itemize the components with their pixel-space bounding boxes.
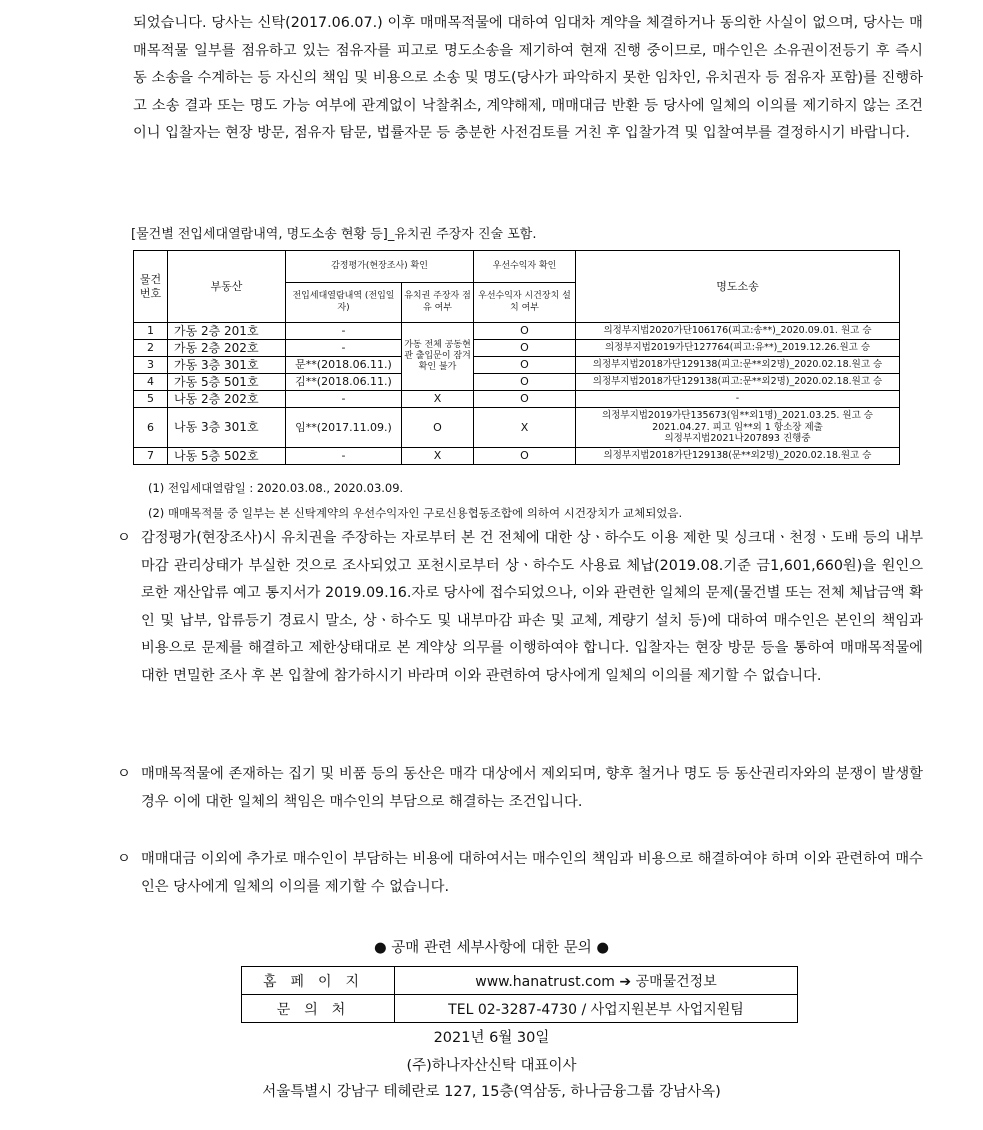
header-meter: 우선수익자 시건장치 설치 여부 xyxy=(474,283,576,323)
cell-meter: O xyxy=(474,448,576,465)
cell-meter: O xyxy=(474,323,576,340)
table-row xyxy=(134,357,900,374)
contact-table xyxy=(241,966,798,1023)
header-eviction: 명도소송 xyxy=(576,251,900,323)
table-row xyxy=(134,408,900,448)
bullet-item xyxy=(117,761,923,816)
header-no: 물건 번호 xyxy=(134,251,168,323)
cell-no: 7 xyxy=(134,448,168,465)
bullet-text: 감정평가(현장조사)시 유치권을 주장하는 자로부터 본 건 전체에 대한 상ㆍ하수도 이용 제한 및 싱크대ㆍ천정ㆍ도배 등의 내부마감 관리상태가 부실한 것으로 조사되었고 포천시로부터 상ㆍ하수도 사용료 체납(2019.08.기준 금1,601,660원)을 원인으로한 재산압류 예고 통지서가 2019.09.16.자로 당사에 접수되었으나, 이와 관련한 일체의 문제(물건별 또는 전체 체납금액 확인 및 납부, 압류등기 경료시 말소, 상ㆍ하수도 및 내부마감 파손 및 교체, 계량기 설치 등)에 대하여 매수인은 본인의 책임과 비용으로 문제를 해결하고 제한상태대로 본 계약상 의무를 이행하여야 합니다. 입찰자는 현장 방문 등을 통하여 매매목적물에 대한 면밀한 조사 후 본 입찰에 참가하시기 바라며 이와 관련하여 당사에게 일체의 이의를 제기할 수 없습니다. xyxy=(141,530,923,684)
cell-property: 가동 2층 201호 xyxy=(168,323,286,340)
intro-text: 되었습니다. 당사는 신탁(2017.06.07.) 이후 매매목적물에 대하여 임대차 계약을 체결하거나 동의한 사실이 없으며, 당사는 매매목적물 일부를 점유하고 있는 점유자를 피고로 명도소송을 제기하여 현재 진행 중이므로, 매수인은 소유권이전등기 후 즉시 동 소송을 수계하는 등 자신의 책임 및 비용으로 소송 및 명도(당사가 파악하지 못한 임차인, 유치권자 등 점유자 포함)를 진행하고 소송 결과 또는 명도 가능 여부에 관계없이 낙찰취소, 계약해제, 매매대금 반환 등 당사에 일체의 이의를 제기하지 않는 조건이니 입찰자는 현장 방문, 점유자 탐문, 법률자문 등 충분한 사전검토를 거친 후 입찰가격 및 입찰여부를 결정하시기 바랍니다. xyxy=(133,15,923,142)
bullet-mark: ㅇ xyxy=(117,851,131,867)
cell-property: 나동 2층 202호 xyxy=(168,391,286,408)
inquiry-title: ● 공매 관련 세부사항에 대한 문의 ● xyxy=(373,940,610,956)
bullet-text: 매매목적물에 존재하는 집기 및 비품 등의 동산은 매각 대상에서 제외되며, 향후 철거나 명도 등 동산권리자와의 분쟁이 발생할 경우 이에 대한 일체의 책임은 매수인의 부담으로 해결하는 조건입니다. xyxy=(141,766,923,810)
cell-move-in: - xyxy=(286,323,402,340)
cell-lien-note: 가동 전체 공동현관 출입문이 잠겨 확인 불가 xyxy=(402,323,474,391)
header-priority: 우선수익자 확인 xyxy=(474,251,576,283)
contact-label: 문의처 xyxy=(242,995,395,1023)
bullet-mark: ㅇ xyxy=(117,530,131,546)
cell-no: 1 xyxy=(134,323,168,340)
cell-meter: O xyxy=(474,340,576,357)
cell-no: 5 xyxy=(134,391,168,408)
cell-suit: 의정부지법2018가단129138(피고:문**외2명)_2020.02.18.원고 승 xyxy=(576,357,900,374)
cell-no: 2 xyxy=(134,340,168,357)
homepage-label: 홈페이지 xyxy=(242,967,395,995)
bullet-mark: ㅇ xyxy=(117,766,131,782)
cell-meter: O xyxy=(474,374,576,391)
bullet-item xyxy=(117,846,923,901)
footer-address: 서울특별시 강남구 테헤란로 127, 15층(역삼동, 하나금융그룹 강남사옥) xyxy=(262,1084,721,1100)
intro-paragraph xyxy=(133,10,923,148)
contact-value: TEL 02-3287-4730 / 사업지원본부 사업지원팀 xyxy=(395,995,798,1023)
cell-no: 3 xyxy=(134,357,168,374)
footer-date: 2021년 6월 30일 xyxy=(433,1030,550,1046)
cell-move-in: 김**(2018.06.11.) xyxy=(286,374,402,391)
homepage-value[interactable]: www.hanatrust.com ➔ 공매물건정보 xyxy=(395,967,798,995)
cell-no: 6 xyxy=(134,408,168,448)
header-property: 부동산 xyxy=(168,251,286,323)
table-caption: [물건별 전입세대열람내역, 명도소송 현황 등]_유치권 주장자 진술 포함. xyxy=(131,227,537,242)
cell-suit: - xyxy=(576,391,900,408)
contact-row xyxy=(242,995,798,1023)
cell-suit-multiline xyxy=(576,408,900,448)
cell-property: 가동 3층 301호 xyxy=(168,357,286,374)
bullet-item xyxy=(117,525,923,691)
cell-move-in: 임**(2017.11.09.) xyxy=(286,408,402,448)
table-row xyxy=(134,448,900,465)
suit-line: 2021.04.27. 피고 임**외 1 항소장 제출 xyxy=(652,421,823,433)
contact-row xyxy=(242,967,798,995)
cell-move-in: - xyxy=(286,340,402,357)
cell-property: 가동 5층 501호 xyxy=(168,374,286,391)
table-row xyxy=(134,323,900,340)
cell-move-in: 문**(2018.06.11.) xyxy=(286,357,402,374)
suit-line: 의정부지법2019가단135673(임**외1명)_2021.03.25. 원고 승 xyxy=(602,409,873,421)
table-note: (2) 매매목적물 중 일부는 본 신탁계약의 우선수익자인 구로신용협동조합에 의하여 시건장치가 교체되었음. xyxy=(148,506,683,520)
cell-suit: 의정부지법2020가단106176(피고:송**)_2020.09.01. 원고 승 xyxy=(576,323,900,340)
cell-property: 나동 5층 502호 xyxy=(168,448,286,465)
cell-property: 가동 2층 202호 xyxy=(168,340,286,357)
cell-lien: X xyxy=(402,448,474,465)
cell-move-in: - xyxy=(286,448,402,465)
cell-meter: O xyxy=(474,391,576,408)
bullet-text: 매매대금 이외에 추가로 매수인이 부담하는 비용에 대하여서는 매수인의 책임과 비용으로 해결하여야 하며 이와 관련하여 매수인은 당사에게 일체의 이의를 제기할 수 없습니다. xyxy=(141,851,923,895)
footer-company: (주)하나자산신탁 대표이사 xyxy=(406,1058,577,1074)
table-row xyxy=(134,374,900,391)
property-status-table xyxy=(133,250,900,465)
suit-line: 의정부지법2021나207893 진행중 xyxy=(664,433,811,445)
cell-property: 나동 3층 301호 xyxy=(168,408,286,448)
cell-meter: O xyxy=(474,357,576,374)
table-note: (1) 전입세대열람일 : 2020.03.08., 2020.03.09. xyxy=(148,481,404,495)
header-lien: 유치권 주장자 점유 여부 xyxy=(402,283,474,323)
table-row xyxy=(134,340,900,357)
header-move-in: 전입세대열람내역 (전입일자) xyxy=(286,283,402,323)
cell-move-in: - xyxy=(286,391,402,408)
cell-suit: 의정부지법2019가단127764(피고:유**)_2019.12.26.원고 승 xyxy=(576,340,900,357)
table-row xyxy=(134,391,900,408)
header-appraisal: 감정평가(현장조사) 확인 xyxy=(286,251,474,283)
cell-suit: 의정부지법2018가단129138(피고:문**외2명)_2020.02.18.원고 승 xyxy=(576,374,900,391)
cell-lien: X xyxy=(402,391,474,408)
cell-no: 4 xyxy=(134,374,168,391)
cell-lien: O xyxy=(402,408,474,448)
cell-suit: 의정부지법2018가단129138(문**외2명)_2020.02.18.원고 승 xyxy=(576,448,900,465)
cell-meter: X xyxy=(474,408,576,448)
